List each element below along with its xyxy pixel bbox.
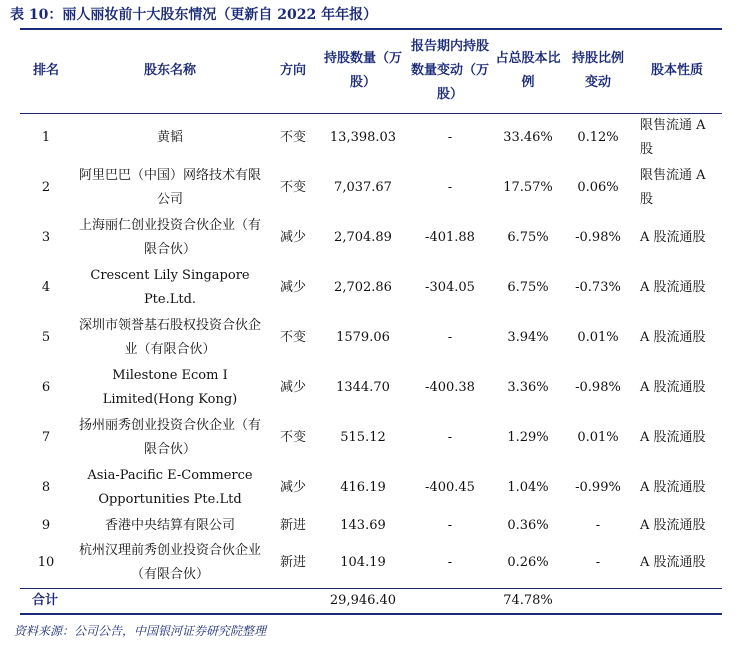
cell-shares: 515.12 <box>340 430 386 445</box>
table-header-row <box>20 29 722 113</box>
cell-rank: 6 <box>41 380 51 395</box>
table-row <box>20 363 722 413</box>
cell-direction: 减少 <box>279 280 306 295</box>
cell-name: Asia-Pacific E-Commerce Opportunities Pte.Ltd <box>87 468 253 507</box>
cell-rank: 2 <box>41 180 51 195</box>
cell-ratio: 3.36% <box>507 380 549 395</box>
total-label: 合计 <box>20 588 72 614</box>
cell-rank: 8 <box>41 480 51 495</box>
cell-shares: 416.19 <box>340 480 386 495</box>
cell-ratio-change: -0.98% <box>575 380 621 395</box>
cell-name: 阿里巴巴（中国）网络技术有限公司 <box>78 168 261 207</box>
cell-ratio: 1.04% <box>507 480 549 495</box>
cell-rank: 5 <box>41 330 51 345</box>
cell-shares: 1344.70 <box>336 380 390 395</box>
cell-ratio: 17.57% <box>503 180 553 195</box>
header-change: 报告期内持股数量变动（万股） <box>408 29 492 113</box>
header-ratio: 占总股本比例 <box>492 29 564 113</box>
table-row <box>20 538 722 588</box>
cell-shares: 2,702.86 <box>334 280 392 295</box>
cell-nature: A 股流通股 <box>640 480 706 495</box>
cell-rank: 4 <box>41 280 51 295</box>
cell-shares: 1579.06 <box>336 330 390 345</box>
cell-ratio: 6.75% <box>507 230 549 245</box>
cell-direction: 不变 <box>279 130 306 146</box>
cell-nature: A 股流通股 <box>640 330 706 345</box>
cell-rank: 10 <box>37 554 55 570</box>
table-row <box>20 463 722 513</box>
cell-ratio-change: -0.73% <box>575 280 621 295</box>
header-ratio-change: 持股比例变动 <box>564 29 632 113</box>
cell-change: - <box>447 517 453 533</box>
cell-name: Crescent Lily Singapore Pte.Ltd. <box>90 268 250 307</box>
total-empty <box>268 588 318 614</box>
cell-ratio-change: 0.06% <box>577 180 619 195</box>
table-row <box>20 163 722 213</box>
cell-name: 扬州丽秀创业投资合伙企业（有限合伙） <box>78 418 261 457</box>
source-note: 资料来源：公司公告，中国银河证券研究院整理 <box>14 624 267 638</box>
cell-direction: 减少 <box>279 230 306 245</box>
header-rank: 排名 <box>20 29 72 113</box>
cell-change: - <box>447 180 453 195</box>
cell-direction: 减少 <box>279 480 306 495</box>
cell-ratio: 0.36% <box>507 517 549 533</box>
cell-change: - <box>447 554 453 570</box>
cell-rank: 3 <box>41 230 51 245</box>
cell-ratio-change: -0.98% <box>575 230 621 245</box>
cell-rank: 1 <box>41 130 51 146</box>
cell-ratio-change: 0.12% <box>577 130 619 146</box>
total-empty <box>408 588 492 614</box>
cell-change: - <box>447 130 453 146</box>
header-shares: 持股数量（万股） <box>318 29 408 113</box>
header-nature: 股本性质 <box>632 29 722 113</box>
cell-name: 杭州汉理前秀创业投资合伙企业（有限合伙） <box>78 542 261 582</box>
table-row <box>20 263 722 313</box>
cell-nature: A 股流通股 <box>640 380 706 395</box>
cell-ratio-change: 0.01% <box>577 330 619 345</box>
cell-nature: A 股流通股 <box>640 554 706 570</box>
table-row <box>20 413 722 463</box>
total-empty <box>632 588 722 614</box>
total-ratio: 74.78% <box>492 588 564 614</box>
cell-nature: A 股流通股 <box>640 430 706 445</box>
table-row <box>20 213 722 263</box>
cell-ratio: 1.29% <box>507 430 549 445</box>
cell-direction: 不变 <box>279 180 306 195</box>
cell-name: 上海丽仁创业投资合伙企业（有限合伙） <box>78 218 261 257</box>
cell-nature: A 股流通股 <box>640 230 706 245</box>
cell-rank: 7 <box>41 430 51 445</box>
table-row <box>20 313 722 363</box>
total-row <box>20 588 722 614</box>
cell-direction: 新进 <box>279 517 306 533</box>
cell-direction: 不变 <box>279 330 306 345</box>
table-row <box>20 513 722 538</box>
cell-direction: 不变 <box>279 430 306 445</box>
cell-change: -400.38 <box>425 380 475 395</box>
cell-nature: 限售流通 A 股 <box>640 118 706 158</box>
total-empty <box>564 588 632 614</box>
cell-ratio: 3.94% <box>507 330 549 345</box>
table-row <box>20 113 722 163</box>
cell-name: Milestone Ecom I Limited(Hong Kong) <box>102 368 238 407</box>
cell-shares: 7,037.67 <box>334 180 392 195</box>
cell-ratio: 33.46% <box>503 130 553 146</box>
cell-direction: 减少 <box>279 380 306 395</box>
cell-ratio: 6.75% <box>507 280 549 295</box>
header-direction: 方向 <box>268 29 318 113</box>
table-title: 表 10：丽人丽妆前十大股东情况（更新自 2022 年年报） <box>10 7 378 23</box>
cell-nature: 限售流通 A 股 <box>640 168 706 207</box>
cell-change: - <box>447 330 453 345</box>
cell-ratio-change: -0.99% <box>575 480 621 495</box>
cell-shares: 13,398.03 <box>329 130 397 146</box>
cell-change: -400.45 <box>425 480 475 495</box>
cell-name: 深圳市领誉基石股权投资合伙企业（有限合伙） <box>78 318 261 357</box>
cell-ratio-change: - <box>595 554 601 570</box>
cell-change: -401.88 <box>425 230 475 245</box>
cell-ratio: 0.26% <box>507 554 549 570</box>
cell-change: -304.05 <box>425 280 475 295</box>
cell-nature: A 股流通股 <box>640 280 706 295</box>
cell-name: 黄韬 <box>156 130 183 146</box>
total-empty <box>72 588 268 614</box>
cell-shares: 2,704.89 <box>334 230 392 245</box>
cell-rank: 9 <box>41 517 51 533</box>
shareholders-table <box>20 28 722 615</box>
cell-ratio-change: 0.01% <box>577 430 619 445</box>
cell-change: - <box>447 430 453 445</box>
total-shares: 29,946.40 <box>318 588 408 614</box>
cell-direction: 新进 <box>279 554 306 570</box>
cell-ratio-change: - <box>595 517 601 533</box>
cell-shares: 104.19 <box>340 554 386 570</box>
cell-nature: A 股流通股 <box>640 517 706 533</box>
header-name: 股东名称 <box>72 29 268 113</box>
cell-shares: 143.69 <box>340 517 386 533</box>
cell-name: 香港中央结算有限公司 <box>104 517 235 533</box>
